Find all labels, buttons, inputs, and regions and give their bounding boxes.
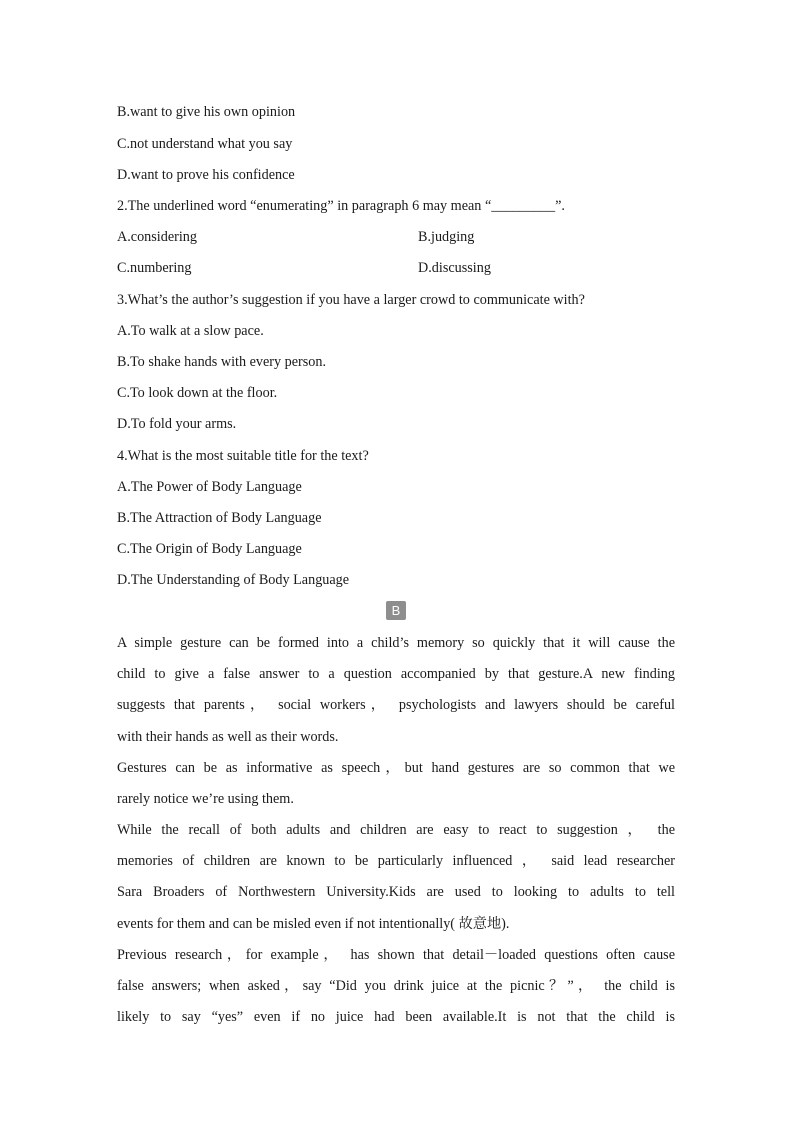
q1-option-b: B.want to give his own opinion	[117, 104, 296, 120]
passage-line: child to give a false answer to a question accompanied by that gesture.A new finding	[117, 666, 675, 683]
q4-option-d: D.The Understanding of Body Language	[117, 572, 350, 588]
passage-line: likely to say “yes” even if no juice had been available.It is not that the child is	[117, 1009, 675, 1026]
passage-line: While the recall of both adults and children are easy to react to suggestion ， the	[117, 822, 675, 838]
section-b-badge: B	[386, 601, 406, 620]
passage-line: events for them and can be misled even if not intentionally( 故意地).	[117, 915, 510, 932]
q1-option-d: D.want to prove his confidence	[117, 167, 295, 183]
passage-line: A simple gesture can be formed into a child’s memory so quickly that it will cause the	[117, 635, 675, 651]
q4-stem: 4.What is the most suitable title for the text?	[117, 448, 369, 464]
q4-option-a: A.The Power of Body Language	[117, 479, 302, 495]
passage-line: rarely notice we’re using them.	[117, 791, 294, 808]
passage-line: Previous research，for example， has shown that detail－loaded questions often cause	[117, 947, 675, 963]
passage-line: with their hands as well as their words.	[117, 728, 339, 745]
passage-line: memories of children are known to be particularly influenced ， said lead researcher	[117, 853, 675, 870]
passage-line: false answers; when asked，say “Did you drink juice at the picnic？”， the child is	[117, 978, 675, 995]
q1-option-c: C.not understand what you say	[117, 136, 293, 152]
q2-option-a: A.considering	[117, 229, 197, 245]
q3-option-b: B.To shake hands with every person.	[117, 354, 327, 370]
q4-option-c: C.The Origin of Body Language	[117, 541, 302, 557]
q3-option-d: D.To fold your arms.	[117, 416, 237, 432]
q3-option-a: A.To walk at a slow pace.	[117, 323, 264, 339]
q4-option-b: B.The Attraction of Body Language	[117, 510, 322, 526]
passage-line: Sara Broaders of Northwestern University.Kids are used to looking to adults to tell	[117, 884, 675, 901]
q3-option-c: C.To look down at the floor.	[117, 385, 278, 401]
q2-option-d: D.discussing	[418, 260, 491, 276]
passage-paragraph-4	[117, 946, 675, 1040]
q3-stem: 3.What’s the author’s suggestion if you have a larger crowd to communicate with?	[117, 292, 585, 308]
passage-paragraph-2	[117, 759, 675, 821]
q2-option-b: B.judging	[418, 229, 475, 245]
passage-paragraph-1	[117, 634, 675, 759]
q2-stem: 2.The underlined word “enumerating” in paragraph 6 may mean “_________”.	[117, 198, 565, 214]
passage-line: suggests that parents， social workers， psychologists and lawyers should be careful	[117, 697, 675, 714]
q2-option-c: C.numbering	[117, 260, 192, 276]
passage-line: Gestures can be as informative as speech，but hand gestures are so common that we	[117, 760, 675, 776]
passage-paragraph-3	[117, 821, 675, 946]
